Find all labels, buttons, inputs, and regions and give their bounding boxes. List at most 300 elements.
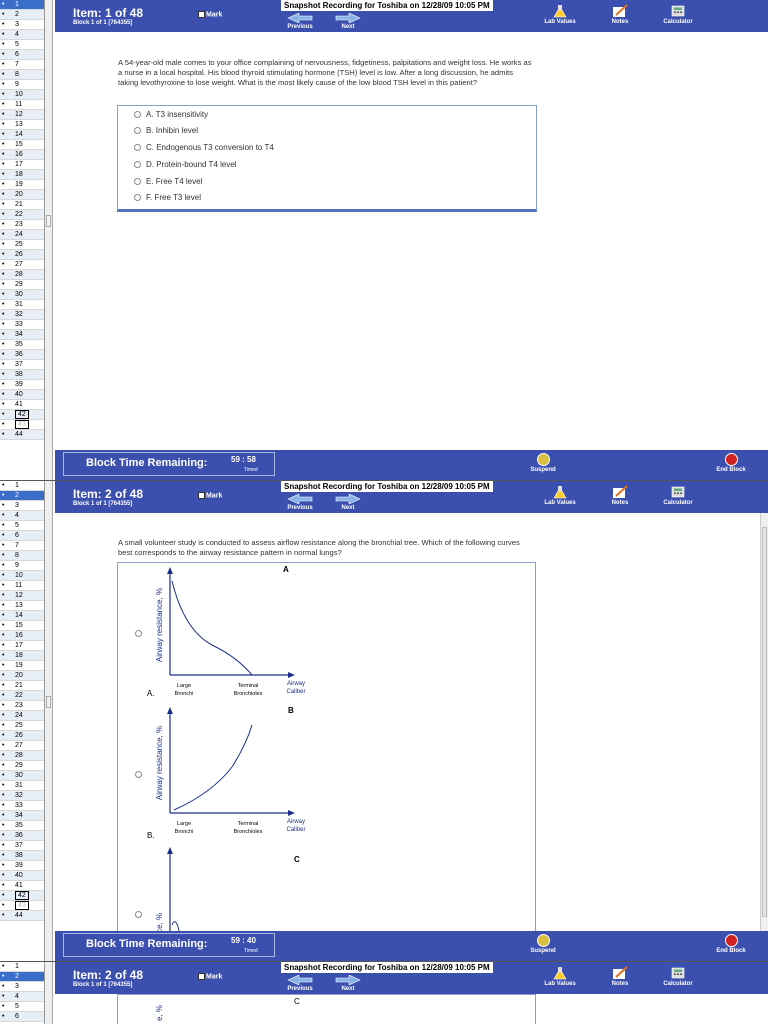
item-list-row[interactable] bbox=[0, 50, 44, 60]
item-list[interactable] bbox=[0, 962, 45, 1024]
notes-button[interactable] bbox=[605, 966, 635, 987]
item-number: 33 bbox=[15, 321, 23, 328]
item-list-row[interactable] bbox=[0, 1002, 44, 1012]
item-number: 26 bbox=[15, 732, 23, 739]
curve-b bbox=[174, 725, 252, 810]
bullet-icon: • bbox=[2, 532, 5, 539]
bullet-icon: • bbox=[2, 502, 5, 509]
bullet-icon: • bbox=[2, 161, 5, 168]
timed-label: Timed bbox=[244, 948, 258, 954]
item-list-row[interactable] bbox=[0, 481, 44, 491]
item-list-row[interactable] bbox=[0, 521, 44, 531]
suspend-button[interactable] bbox=[521, 934, 565, 954]
bullet-icon: • bbox=[2, 1, 5, 8]
checkbox-icon[interactable] bbox=[198, 11, 205, 18]
item-list-row[interactable] bbox=[0, 320, 44, 330]
calculator-icon bbox=[670, 4, 686, 18]
item-list[interactable] bbox=[0, 481, 45, 961]
item-list-row[interactable] bbox=[0, 430, 44, 440]
item-number: 27 bbox=[15, 261, 23, 268]
item-list-row[interactable] bbox=[0, 611, 44, 621]
pause-icon bbox=[537, 453, 550, 466]
item-list-row[interactable] bbox=[0, 20, 44, 30]
bullet-icon: • bbox=[2, 311, 5, 318]
item-list-row[interactable] bbox=[0, 731, 44, 741]
option-label: A. T3 insensitivity bbox=[146, 110, 209, 119]
item-number: 34 bbox=[15, 331, 23, 338]
lab-values-button[interactable] bbox=[535, 966, 585, 987]
bullet-icon: • bbox=[2, 852, 5, 859]
item-list-row[interactable] bbox=[0, 831, 44, 841]
snapshot-title: Snapshot Recording for Toshiba on 12/28/09 10:05 PM bbox=[281, 0, 493, 11]
item-list-row[interactable] bbox=[0, 641, 44, 651]
item-list-row[interactable] bbox=[0, 581, 44, 591]
lab-values-label: Lab Values bbox=[544, 500, 576, 506]
item-number: 6 bbox=[15, 532, 19, 539]
item-number: 22 bbox=[15, 211, 23, 218]
item-list-row[interactable] bbox=[0, 200, 44, 210]
lab-values-button[interactable] bbox=[535, 4, 585, 25]
stop-icon bbox=[725, 934, 738, 947]
item-list-row[interactable] bbox=[0, 651, 44, 661]
item-list-row[interactable] bbox=[0, 340, 44, 350]
notes-button[interactable] bbox=[605, 485, 635, 506]
item-list-row[interactable] bbox=[0, 170, 44, 180]
bullet-icon: • bbox=[2, 642, 5, 649]
arrow-right-icon bbox=[335, 975, 361, 985]
bullet-icon: • bbox=[2, 61, 5, 68]
item-list-row[interactable] bbox=[0, 871, 44, 881]
footer-bar bbox=[55, 931, 768, 961]
item-list-row[interactable] bbox=[0, 240, 44, 250]
item-list-row[interactable] bbox=[0, 751, 44, 761]
item-list-row[interactable] bbox=[0, 881, 44, 891]
item-list-row[interactable] bbox=[0, 741, 44, 751]
item-number: 39 bbox=[15, 862, 23, 869]
question-stem: A small volunteer study is conducted to assess airflow resistance along the bronchial tree. Which of the following curves best corresponds to the airway resistance pattern in normal lungs? bbox=[118, 538, 520, 558]
item-list-row[interactable] bbox=[0, 771, 44, 781]
item-number: 2 bbox=[15, 973, 19, 980]
mark-checkbox[interactable] bbox=[198, 11, 222, 18]
item-number: 20 bbox=[15, 672, 23, 679]
item-list-row[interactable] bbox=[0, 972, 44, 982]
option-label: D. Protein-bound T4 level bbox=[146, 160, 237, 169]
item-list-scrollbar[interactable] bbox=[45, 481, 53, 961]
bullet-icon: • bbox=[2, 281, 5, 288]
arrow-right-icon bbox=[335, 13, 361, 23]
item-list-row[interactable] bbox=[0, 1012, 44, 1022]
item-number: 3 bbox=[15, 21, 19, 28]
bullet-icon: • bbox=[2, 31, 5, 38]
item-list-scrollbar[interactable] bbox=[45, 962, 53, 1024]
scrollbar-thumb[interactable] bbox=[762, 527, 767, 917]
bullet-icon: • bbox=[2, 91, 5, 98]
item-list-row[interactable] bbox=[0, 511, 44, 521]
bullet-icon: • bbox=[2, 582, 5, 589]
item-list-row[interactable] bbox=[0, 541, 44, 551]
question-stem: A 54-year-old male comes to your office complaining of nervousness, fidgetiness, palpitations and weight loss. He works as a nurse in a local hospital. His blood thyroid stimulating hormone (TSH) level is low. After a long discussion, he admits taking levothyroxine to lose weight. What is the most likely cause of the low blood TSH level in this patient? bbox=[118, 58, 532, 88]
bullet-icon: • bbox=[2, 752, 5, 759]
option-label: B. Inhibin level bbox=[146, 126, 199, 135]
item-list-row[interactable] bbox=[0, 410, 44, 420]
bullet-icon: • bbox=[2, 291, 5, 298]
calculator-label: Calculator bbox=[663, 500, 693, 506]
bullet-icon: • bbox=[2, 371, 5, 378]
bullet-icon: • bbox=[2, 892, 5, 899]
radio-button[interactable] bbox=[134, 144, 141, 151]
item-list-row[interactable] bbox=[0, 80, 44, 90]
bullet-icon: • bbox=[2, 141, 5, 148]
item-counter: Item: 1 of 48 bbox=[73, 6, 144, 20]
curve-a bbox=[172, 581, 252, 675]
item-list-row[interactable] bbox=[0, 691, 44, 701]
bullet-icon: • bbox=[2, 862, 5, 869]
item-number: 3 bbox=[15, 502, 19, 509]
notes-button[interactable] bbox=[605, 4, 635, 25]
bullet-icon: • bbox=[2, 492, 5, 499]
item-number: 28 bbox=[15, 271, 23, 278]
lab-values-button[interactable] bbox=[535, 485, 585, 506]
bullet-icon: • bbox=[2, 872, 5, 879]
previous-label: Previous bbox=[287, 986, 313, 992]
item-list-row[interactable] bbox=[0, 992, 44, 1002]
item-list-row[interactable] bbox=[0, 60, 44, 70]
item-list-row[interactable] bbox=[0, 330, 44, 340]
suspend-label: Suspend bbox=[530, 467, 556, 473]
previous-button[interactable] bbox=[280, 13, 320, 30]
item-list-row[interactable] bbox=[0, 400, 44, 410]
previous-label: Previous bbox=[287, 505, 313, 511]
checkbox-icon[interactable] bbox=[198, 492, 205, 499]
scrollbar-grip[interactable] bbox=[46, 215, 51, 227]
item-list-row[interactable] bbox=[0, 190, 44, 200]
radio-button[interactable] bbox=[134, 178, 141, 185]
bullet-icon: • bbox=[2, 622, 5, 629]
item-number: 14 bbox=[15, 131, 23, 138]
item-list-row[interactable] bbox=[0, 761, 44, 771]
bullet-icon: • bbox=[2, 111, 5, 118]
tick-bronchioles: Bronchioles bbox=[233, 829, 263, 835]
graph-letter-a: A bbox=[283, 565, 289, 574]
item-number: 4 bbox=[15, 31, 19, 38]
item-list-row[interactable] bbox=[0, 811, 44, 821]
item-list-row[interactable] bbox=[0, 841, 44, 851]
calculator-button[interactable] bbox=[655, 4, 701, 25]
item-list-row[interactable] bbox=[0, 962, 44, 972]
item-list-row[interactable] bbox=[0, 40, 44, 50]
item-number: 21 bbox=[15, 201, 23, 208]
item-number: 16 bbox=[15, 632, 23, 639]
item-number: 29 bbox=[15, 281, 23, 288]
radio-button[interactable] bbox=[134, 161, 141, 168]
item-number: 1 bbox=[15, 1, 19, 8]
radio-button-a[interactable] bbox=[135, 630, 142, 637]
mark-label: Mark bbox=[206, 973, 223, 981]
item-number: 23 bbox=[15, 221, 23, 228]
bullet-icon: • bbox=[2, 572, 5, 579]
answer-option-b[interactable] bbox=[134, 126, 198, 135]
arrow-left-icon bbox=[287, 13, 313, 23]
next-button[interactable] bbox=[333, 13, 363, 30]
checkbox-icon[interactable] bbox=[198, 973, 205, 980]
item-list-row[interactable] bbox=[0, 891, 44, 901]
calculator-button[interactable] bbox=[655, 485, 701, 506]
end-block-label: End Block bbox=[716, 467, 746, 473]
radio-button-c[interactable] bbox=[135, 911, 142, 918]
item-number: 7 bbox=[15, 61, 19, 68]
item-list-row[interactable] bbox=[0, 380, 44, 390]
item-number: 40 bbox=[15, 391, 23, 398]
item-list-row[interactable] bbox=[0, 310, 44, 320]
item-list-row[interactable] bbox=[0, 210, 44, 220]
bullet-icon: • bbox=[2, 201, 5, 208]
calculator-icon bbox=[670, 485, 686, 499]
bullet-icon: • bbox=[2, 632, 5, 639]
previous-button[interactable] bbox=[280, 494, 320, 511]
item-number: 5 bbox=[15, 522, 19, 529]
item-list-row[interactable] bbox=[0, 70, 44, 80]
item-list-row[interactable] bbox=[0, 220, 44, 230]
end-block-label: End Block bbox=[716, 948, 746, 954]
bullet-icon: • bbox=[2, 782, 5, 789]
item-list-row[interactable] bbox=[0, 661, 44, 671]
calculator-button[interactable] bbox=[655, 966, 701, 987]
y-axis-label: Airway resistance, % bbox=[155, 587, 164, 663]
item-list-scrollbar[interactable] bbox=[45, 0, 53, 480]
bullet-icon: • bbox=[2, 251, 5, 258]
question-panel-1 bbox=[0, 0, 768, 480]
bullet-icon: • bbox=[2, 321, 5, 328]
end-block-button[interactable] bbox=[708, 453, 754, 473]
bullet-icon: • bbox=[2, 802, 5, 809]
item-number: 32 bbox=[15, 792, 23, 799]
tick-large: Large bbox=[176, 683, 192, 689]
item-list-row[interactable] bbox=[0, 420, 44, 430]
item-number: 13 bbox=[15, 602, 23, 609]
footer-bar bbox=[55, 450, 768, 480]
mark-checkbox[interactable] bbox=[198, 492, 222, 499]
item-list-row[interactable] bbox=[0, 10, 44, 20]
item-number: 14 bbox=[15, 612, 23, 619]
tick-terminal: Terminal bbox=[237, 683, 259, 689]
previous-label: Previous bbox=[287, 24, 313, 30]
item-number: 41 bbox=[15, 882, 23, 889]
question-panel-2 bbox=[0, 481, 768, 961]
next-label: Next bbox=[341, 24, 355, 30]
item-list-row[interactable] bbox=[0, 110, 44, 120]
content-scrollbar[interactable] bbox=[760, 513, 768, 931]
bullet-icon: • bbox=[2, 882, 5, 889]
end-block-button[interactable] bbox=[708, 934, 754, 954]
option-label: C. Endogenous T3 conversion to T4 bbox=[146, 143, 274, 152]
item-number: 34 bbox=[15, 812, 23, 819]
item-list-row[interactable] bbox=[0, 160, 44, 170]
bullet-icon: • bbox=[2, 431, 5, 438]
x-axis-label-line2: Caliber bbox=[286, 689, 306, 695]
item-list-row[interactable] bbox=[0, 531, 44, 541]
item-number: 31 bbox=[15, 301, 23, 308]
answer-option-f[interactable] bbox=[134, 193, 201, 202]
item-list-row[interactable] bbox=[0, 290, 44, 300]
item-list-row[interactable] bbox=[0, 561, 44, 571]
item-counter: Item: 2 of 48 bbox=[73, 968, 144, 982]
item-list-row[interactable] bbox=[0, 30, 44, 40]
snapshot-title: Snapshot Recording for Toshiba on 12/28/09 10:05 PM bbox=[281, 962, 493, 973]
graph-b bbox=[152, 705, 312, 845]
x-axis-label-line2: Caliber bbox=[286, 827, 306, 833]
mark-checkbox[interactable] bbox=[198, 973, 222, 980]
suspend-button[interactable] bbox=[521, 453, 565, 473]
bullet-icon: • bbox=[2, 712, 5, 719]
item-list-row[interactable] bbox=[0, 180, 44, 190]
item-list-row[interactable] bbox=[0, 601, 44, 611]
item-list-row[interactable] bbox=[0, 360, 44, 370]
item-list-row[interactable] bbox=[0, 982, 44, 992]
item-list-row[interactable] bbox=[0, 370, 44, 380]
bullet-icon: • bbox=[2, 171, 5, 178]
header-bar bbox=[55, 481, 768, 513]
item-number: 32 bbox=[15, 311, 23, 318]
item-number: 4 bbox=[15, 512, 19, 519]
item-list-row[interactable] bbox=[0, 621, 44, 631]
item-list-row[interactable] bbox=[0, 701, 44, 711]
item-number: 19 bbox=[15, 662, 23, 669]
item-number: 24 bbox=[15, 712, 23, 719]
radio-button[interactable] bbox=[134, 111, 141, 118]
next-button[interactable] bbox=[333, 494, 363, 511]
graph-choices bbox=[117, 994, 536, 1024]
answer-option-a[interactable] bbox=[134, 110, 208, 119]
item-list-row[interactable] bbox=[0, 501, 44, 511]
block-label: Block 1 of 1 [764355] bbox=[73, 501, 133, 507]
item-list-row[interactable] bbox=[0, 711, 44, 721]
item-list-row[interactable] bbox=[0, 911, 44, 921]
time-remaining-value: 59 : 40 bbox=[231, 936, 256, 945]
graph-a bbox=[152, 565, 312, 700]
item-list-row[interactable] bbox=[0, 260, 44, 270]
item-number: 8 bbox=[15, 552, 19, 559]
item-list-row[interactable] bbox=[0, 491, 44, 501]
answer-option-e[interactable] bbox=[134, 177, 202, 186]
item-number: 36 bbox=[15, 351, 23, 358]
y-axis-label: Airway resistance, % bbox=[155, 725, 164, 801]
item-number: 13 bbox=[15, 121, 23, 128]
item-number: 43 bbox=[15, 901, 29, 910]
flask-icon bbox=[553, 4, 567, 18]
answer-option-d[interactable] bbox=[134, 160, 237, 169]
radio-button[interactable] bbox=[134, 194, 141, 201]
item-list-row[interactable] bbox=[0, 90, 44, 100]
suspend-label: Suspend bbox=[530, 948, 556, 954]
item-list-row[interactable] bbox=[0, 250, 44, 260]
item-list-row[interactable] bbox=[0, 791, 44, 801]
item-list-row[interactable] bbox=[0, 571, 44, 581]
bullet-icon: • bbox=[2, 692, 5, 699]
item-list-row[interactable] bbox=[0, 821, 44, 831]
item-list-row[interactable] bbox=[0, 350, 44, 360]
item-list-row[interactable] bbox=[0, 300, 44, 310]
item-list-row[interactable] bbox=[0, 100, 44, 110]
time-box bbox=[63, 933, 275, 957]
item-number: 35 bbox=[15, 822, 23, 829]
bullet-icon: • bbox=[2, 21, 5, 28]
tick-bronchioles: Bronchioles bbox=[233, 691, 263, 697]
item-number: 33 bbox=[15, 802, 23, 809]
item-list-row[interactable] bbox=[0, 230, 44, 240]
lab-values-label: Lab Values bbox=[544, 19, 576, 25]
item-list-row[interactable] bbox=[0, 150, 44, 160]
bullet-icon: • bbox=[2, 1003, 5, 1010]
time-remaining-label: Block Time Remaining: bbox=[86, 457, 208, 469]
arrow-left-icon bbox=[287, 975, 313, 985]
item-list-row[interactable] bbox=[0, 851, 44, 861]
radio-button-b[interactable] bbox=[135, 771, 142, 778]
item-number: 4 bbox=[15, 993, 19, 1000]
answer-option-c[interactable] bbox=[134, 143, 274, 152]
time-remaining-value: 59 : 58 bbox=[231, 455, 256, 464]
answer-choices bbox=[117, 105, 537, 212]
item-list-row[interactable] bbox=[0, 681, 44, 691]
item-list-row[interactable] bbox=[0, 130, 44, 140]
item-number: 25 bbox=[15, 722, 23, 729]
item-list-row[interactable] bbox=[0, 270, 44, 280]
item-list-row[interactable] bbox=[0, 591, 44, 601]
item-list-row[interactable] bbox=[0, 721, 44, 731]
item-number: 44 bbox=[15, 912, 23, 919]
item-list-row[interactable] bbox=[0, 390, 44, 400]
bullet-icon: • bbox=[2, 702, 5, 709]
bullet-icon: • bbox=[2, 983, 5, 990]
flask-icon bbox=[553, 485, 567, 499]
bullet-icon: • bbox=[2, 542, 5, 549]
item-list-row[interactable] bbox=[0, 861, 44, 871]
item-list-row[interactable] bbox=[0, 801, 44, 811]
scrollbar-grip[interactable] bbox=[46, 696, 51, 708]
item-list-row[interactable] bbox=[0, 901, 44, 911]
radio-button[interactable] bbox=[134, 127, 141, 134]
item-list-row[interactable] bbox=[0, 631, 44, 641]
item-number: 30 bbox=[15, 291, 23, 298]
bullet-icon: • bbox=[2, 131, 5, 138]
item-list-row[interactable] bbox=[0, 781, 44, 791]
bullet-icon: • bbox=[2, 912, 5, 919]
item-list-row[interactable] bbox=[0, 671, 44, 681]
next-button[interactable] bbox=[333, 975, 363, 992]
x-axis-label-line1: Airway bbox=[286, 681, 306, 687]
item-list-row[interactable] bbox=[0, 551, 44, 561]
header-bar bbox=[55, 0, 768, 32]
item-number: 16 bbox=[15, 151, 23, 158]
item-number: 38 bbox=[15, 371, 23, 378]
item-list-row[interactable] bbox=[0, 0, 44, 10]
item-number: 21 bbox=[15, 682, 23, 689]
bullet-icon: • bbox=[2, 552, 5, 559]
bullet-icon: • bbox=[2, 151, 5, 158]
item-list-row[interactable] bbox=[0, 140, 44, 150]
bullet-icon: • bbox=[2, 261, 5, 268]
item-number: 44 bbox=[15, 431, 23, 438]
item-list-row[interactable] bbox=[0, 280, 44, 290]
item-list-row[interactable] bbox=[0, 120, 44, 130]
bullet-icon: • bbox=[2, 822, 5, 829]
item-number: 27 bbox=[15, 742, 23, 749]
item-number: 6 bbox=[15, 51, 19, 58]
previous-button[interactable] bbox=[280, 975, 320, 992]
item-list[interactable] bbox=[0, 0, 45, 480]
bullet-icon: • bbox=[2, 652, 5, 659]
notes-label: Notes bbox=[611, 19, 629, 25]
notes-label: Notes bbox=[611, 981, 629, 987]
